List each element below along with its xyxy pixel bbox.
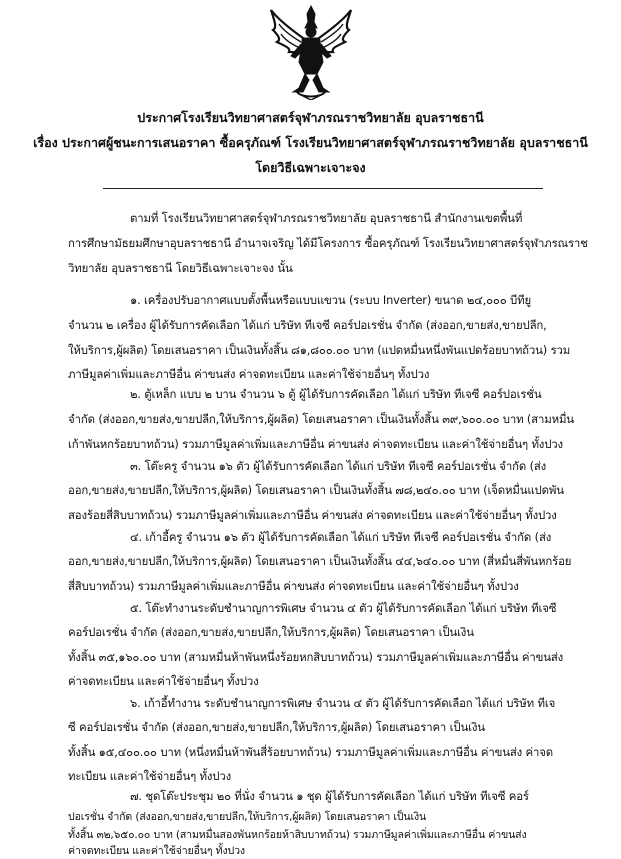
procurement-method: โดยวิธีเฉพาะเจาะจง — [255, 160, 366, 175]
item-line: ทะเบียน และค่าใช้จ่ายอื่นๆ ทั้งปวง — [68, 769, 232, 783]
item-line: ออก,ขายส่ง,ขายปลีก,ให้บริการ,ผู้ผลิต) โดยเสนอราคา เป็นเงินทั้งสิ้น ๔๔,๖๔๐.๐๐ บาท (สี่หมื่นสี่พันหกร้อย — [68, 554, 572, 568]
item-line: ภาษีมูลค่าเพิ่มและภาษีอื่น ค่าขนส่ง ค่าจดทะเบียน และค่าใช้จ่ายอื่นๆ ทั้งปวง — [68, 367, 430, 381]
announcement-subject: เรื่อง ประกาศผู้ชนะการเสนอราคา ซื้อครุภัณฑ์ โรงเรียนวิทยาศาสตร์จุฬาภรณราชวิทยาลัย อุบลราชธานี — [33, 135, 588, 150]
item-line: ๒. ตู้เหล็ก แบบ ๒ บาน จำนวน ๖ ตู้ ผู้ได้รับการคัดเลือก ได้แก่ บริษัท ทีเจซี คอร์ปอเรชั่น — [130, 387, 542, 401]
intro-line: วิทยาลัย อุบลราชธานี โดยวิธีเฉพาะเจาะจง นั้น — [68, 261, 293, 275]
item-line: ทั้งสิ้น ๓๕,๑๖๐.๐๐ บาท (สามหมื่นห้าพันหนึ่งร้อยหกสิบบาทถ้วน) รวมภาษีมูลค่าเพิ่มและภาษีอื่น ค่าขนส่ง — [68, 650, 564, 664]
item-line: สองร้อยสี่สิบบาทถ้วน) รวมภาษีมูลค่าเพิ่มและภาษีอื่น ค่าขนส่ง ค่าจดทะเบียน และค่าใช้จ่ายอื่นๆ ทั้งปวง — [68, 508, 557, 522]
item-line: สี่สิบบาทถ้วน) รวมภาษีมูลค่าเพิ่มและภาษีอื่น ค่าขนส่ง ค่าจดทะเบียน และค่าใช้จ่ายอื่นๆ ทั้งปวง — [68, 579, 519, 593]
garuda-emblem-icon — [267, 4, 355, 100]
item-line: จำนวน ๒ เครื่อง ผู้ได้รับการคัดเลือก ได้แก่ บริษัท ทีเจซี คอร์ปอเรชั่น จำกัด (ส่งออก,ขายส่ง,ขายปลีก, — [68, 318, 547, 332]
item-line: ทั้งสิ้น ๓๒,๖๕๐.๐๐ บาท (สามหมื่นสองพันหกร้อยห้าสิบบาทถ้วน) รวมภาษีมูลค่าเพิ่มและภาษีอื่น ค่าขนส่ง — [68, 829, 527, 841]
item-line: ค่าจดทะเบียน และค่าใช้จ่ายอื่นๆ ทั้งปวง — [68, 674, 259, 688]
header-divider — [103, 188, 543, 189]
item-line: ๔. เก้าอี้ครู จำนวน ๑๖ ตัว ผู้ได้รับการคัดเลือก ได้แก่ บริษัท ทีเจซี คอร์ปอเรชั่น จำกัด (ส่ง — [130, 530, 552, 544]
intro-line: การศึกษามัธยมศึกษาอุบลราชธานี อำนาจเจริญ ได้มีโครงการ ซื้อครุภัณฑ์ โรงเรียนวิทยาศาสตร์จุฬาภรณราช — [68, 236, 588, 250]
item-line: ออก,ขายส่ง,ขายปลีก,ให้บริการ,ผู้ผลิต) โดยเสนอราคา เป็นเงินทั้งสิ้น ๗๘,๒๔๐.๐๐ บาท (เจ็ดหมื่นแปดพัน — [68, 483, 564, 497]
item-line: เก้าพันหกร้อยบาทถ้วน) รวมภาษีมูลค่าเพิ่มและภาษีอื่น ค่าขนส่ง ค่าจดทะเบียน และค่าใช้จ่ายอื่นๆ ทั้งปวง — [68, 437, 563, 451]
item-line: ๕. โต๊ะทำงานระดับชำนาญการพิเศษ จำนวน ๔ ตัว ผู้ได้รับการคัดเลือก ได้แก่ บริษัท ทีเจซี — [130, 601, 557, 615]
item-line: คอร์ปอเรชั่น จำกัด (ส่งออก,ขายส่ง,ขายปลีก,ให้บริการ,ผู้ผลิต) โดยเสนอราคา เป็นเงิน — [68, 625, 474, 639]
item-line: ๑. เครื่องปรับอากาศแบบตั้งพื้นหรือแบบแขวน (ระบบ Inverter) ขนาด ๒๔,๐๐๐ บีทียู — [130, 293, 531, 307]
item-line: ๓. โต๊ะครู จำนวน ๑๖ ตัว ผู้ได้รับการคัดเลือก ได้แก่ บริษัท ทีเจซี คอร์ปอเรชั่น จำกัด (ส่ง — [130, 459, 547, 473]
item-line: ปอเรชั่น จำกัด (ส่งออก,ขายส่ง,ขายปลีก,ให้บริการ,ผู้ผลิต) โดยเสนอราคา เป็นเงิน — [68, 811, 427, 823]
item-line: ๖. เก้าอี้ทำงาน ระดับชำนาญการพิเศษ จำนวน ๔ ตัว ผู้ได้รับการคัดเลือก ได้แก่ บริษัท ทีเจ — [130, 696, 556, 710]
item-line: ๗. ชุดโต๊ะประชุม ๒๐ ที่นั่ง จำนวน ๑ ชุด ผู้ได้รับการคัดเลือก ได้แก่ บริษัท ทีเจซี คอร์ — [130, 789, 529, 803]
item-line: ค่าจดทะเบียน และค่าใช้จ่ายอื่นๆ ทั้งปวง — [68, 845, 245, 857]
item-line: ทั้งสิ้น ๑๕,๔๐๐.๐๐ บาท (หนึ่งหมื่นห้าพันสี่ร้อยบาทถ้วน) รวมภาษีมูลค่าเพิ่มและภาษีอื่น ค่าขนส่ง ค่าจด — [68, 745, 554, 759]
item-line: ซี คอร์ปอเรชั่น จำกัด (ส่งออก,ขายส่ง,ขายปลีก,ให้บริการ,ผู้ผลิต) โดยเสนอราคา เป็นเงิน — [68, 720, 485, 734]
intro-line: ตามที่ โรงเรียนวิทยาศาสตร์จุฬาภรณราชวิทยาลัย อุบลราชธานี สำนักงานเขตพื้นที่ — [130, 211, 523, 225]
announcement-title: ประกาศโรงเรียนวิทยาศาสตร์จุฬาภรณราชวิทยาลัย อุบลราชธานี — [137, 110, 484, 125]
item-line: ให้บริการ,ผู้ผลิต) โดยเสนอราคา เป็นเงินทั้งสิ้น ๘๑,๘๐๐.๐๐ บาท (แปดหมื่นหนึ่งพันแปดร้อยบาทถ้วน) รวม — [68, 343, 571, 357]
item-line: จำกัด (ส่งออก,ขายส่ง,ขายปลีก,ให้บริการ,ผู้ผลิต) โดยเสนอราคา เป็นเงินทั้งสิ้น ๓๙,๖๐๐.๐๐ บาท (สามหมื่น — [68, 412, 574, 426]
